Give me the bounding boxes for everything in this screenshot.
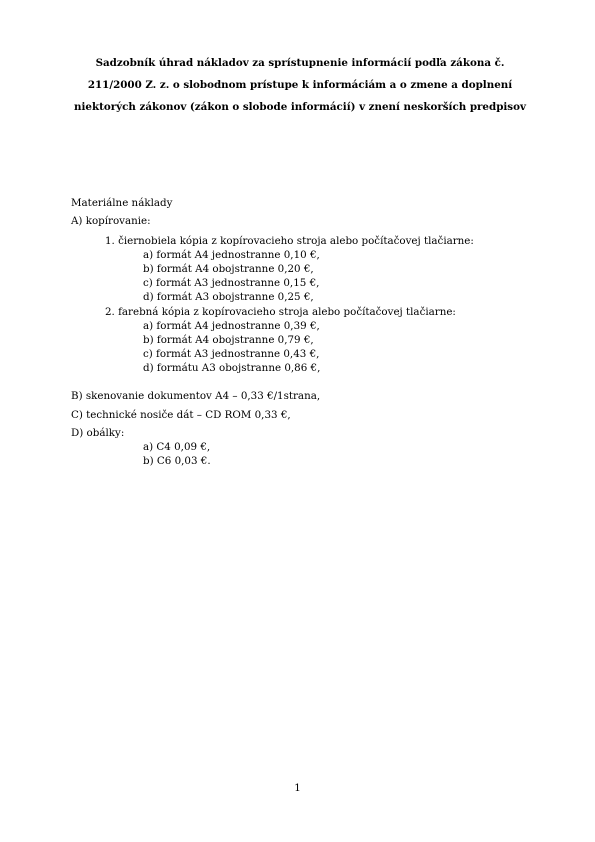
section-heading: Materiálne náklady bbox=[71, 197, 173, 209]
section-d-label: D) obálky: bbox=[71, 427, 125, 439]
item-2-line-c: c) formát A3 jednostranne 0,43 €, bbox=[143, 348, 320, 360]
title-line-1: Sadzobník úhrad nákladov za sprístupnenie informácií podľa zákona č. bbox=[95, 57, 505, 69]
item-1-line-a: a) formát A4 jednostranne 0,10 €, bbox=[143, 249, 320, 261]
title-line-2: 211/2000 Z. z. o slobodnom prístupe k informáciám a o zmene a doplnení bbox=[87, 79, 513, 91]
item-1-line-d: d) formát A3 obojstranne 0,25 €, bbox=[143, 291, 314, 303]
item-2-line-a: a) formát A4 jednostranne 0,39 €, bbox=[143, 320, 320, 332]
item-2-line-b: b) formát A4 obojstranne 0,79 €, bbox=[143, 334, 314, 346]
title-line-3: niektorých zákonov (zákon o slobode informácií) v znení neskorších predpisov bbox=[74, 101, 526, 113]
section-a-label: A) kopírovanie: bbox=[71, 215, 151, 227]
item-1-line-b: b) formát A4 obojstranne 0,20 €, bbox=[143, 263, 314, 275]
page-number: 1 bbox=[294, 782, 301, 794]
item-2-label: 2. farebná kópia z kopírovacieho stroja alebo počítačovej tlačiarne: bbox=[105, 306, 456, 318]
section-b-line: B) skenovanie dokumentov A4 – 0,33 €/1strana, bbox=[71, 390, 321, 402]
section-d-line-b: b) C6 0,03 €. bbox=[143, 455, 211, 467]
item-1-line-c: c) formát A3 jednostranne 0,15 €, bbox=[143, 277, 320, 289]
section-c-line: C) technické nosiče dát – CD ROM 0,33 €, bbox=[71, 409, 291, 421]
document-title bbox=[60, 52, 540, 118]
item-2-line-d: d) formátu A3 obojstranne 0,86 €, bbox=[143, 362, 321, 374]
section-d-line-a: a) C4 0,09 €, bbox=[143, 441, 211, 453]
item-1-label: 1. čiernobiela kópia z kopírovacieho stroja alebo počítačovej tlačiarne: bbox=[105, 235, 474, 247]
